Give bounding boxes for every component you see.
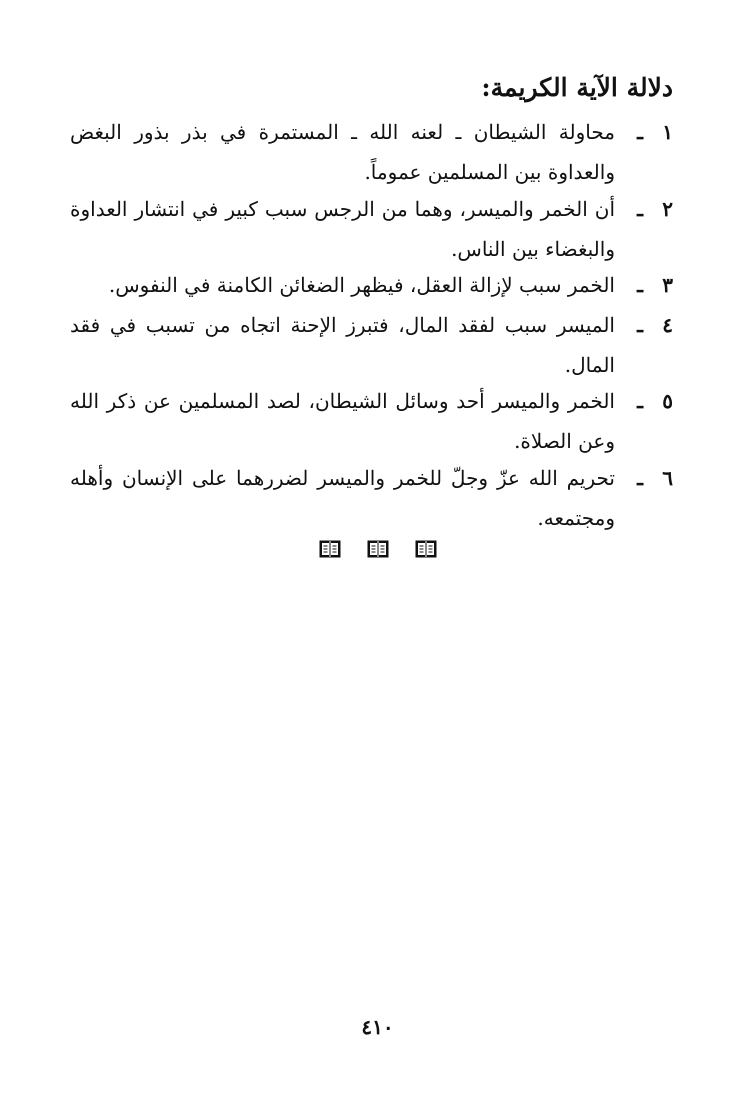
list-item-4 bbox=[70, 305, 673, 385]
list-item-3 bbox=[70, 265, 673, 305]
item-dash: ـ bbox=[637, 389, 643, 413]
list-item-6 bbox=[70, 458, 673, 538]
item-text: الميسر سبب لفقد المال، فتبرز الإحنة اتجاه من تسبب في فقد المال. bbox=[70, 313, 615, 377]
page-number: ٤١٠ bbox=[361, 1015, 394, 1039]
item-number: ١ bbox=[662, 120, 673, 144]
list-item-2 bbox=[70, 189, 673, 269]
list-item-1 bbox=[70, 112, 673, 192]
item-number: ٤ bbox=[662, 313, 673, 337]
list-item-5 bbox=[70, 381, 673, 461]
item-text: الخمر والميسر أحد وسائل الشيطان، لصد المسلمين عن ذكر الله وعن الصلاة. bbox=[70, 389, 615, 453]
item-dash: ـ bbox=[637, 197, 643, 221]
item-number: ٥ bbox=[662, 389, 673, 413]
item-text: أن الخمر والميسر، وهما من الرجس سبب كبير في انتشار العداوة والبغضاء بين الناس. bbox=[70, 197, 615, 261]
item-number: ٣ bbox=[662, 273, 673, 297]
item-dash: ـ bbox=[637, 273, 643, 297]
section-divider bbox=[0, 540, 755, 558]
book-icon bbox=[367, 540, 389, 558]
item-number: ٦ bbox=[662, 466, 673, 490]
section-heading: دلالة الآية الكريمة: bbox=[481, 73, 673, 102]
item-number: ٢ bbox=[662, 197, 673, 221]
book-icon bbox=[415, 540, 437, 558]
item-text: محاولة الشيطان ـ لعنه الله ـ المستمرة في بذر بذور البغض والعداوة بين المسلمين عموماً. bbox=[70, 120, 615, 184]
item-text: تحريم الله عزّ وجلّ للخمر والميسر لضررهما على الإنسان وأهله ومجتمعه. bbox=[70, 466, 615, 530]
item-dash: ـ bbox=[637, 120, 643, 144]
item-dash: ـ bbox=[637, 313, 643, 337]
book-icon bbox=[319, 540, 341, 558]
item-dash: ـ bbox=[637, 466, 643, 490]
item-text: الخمر سبب لإزالة العقل، فيظهر الضغائن الكامنة في النفوس. bbox=[108, 273, 615, 297]
